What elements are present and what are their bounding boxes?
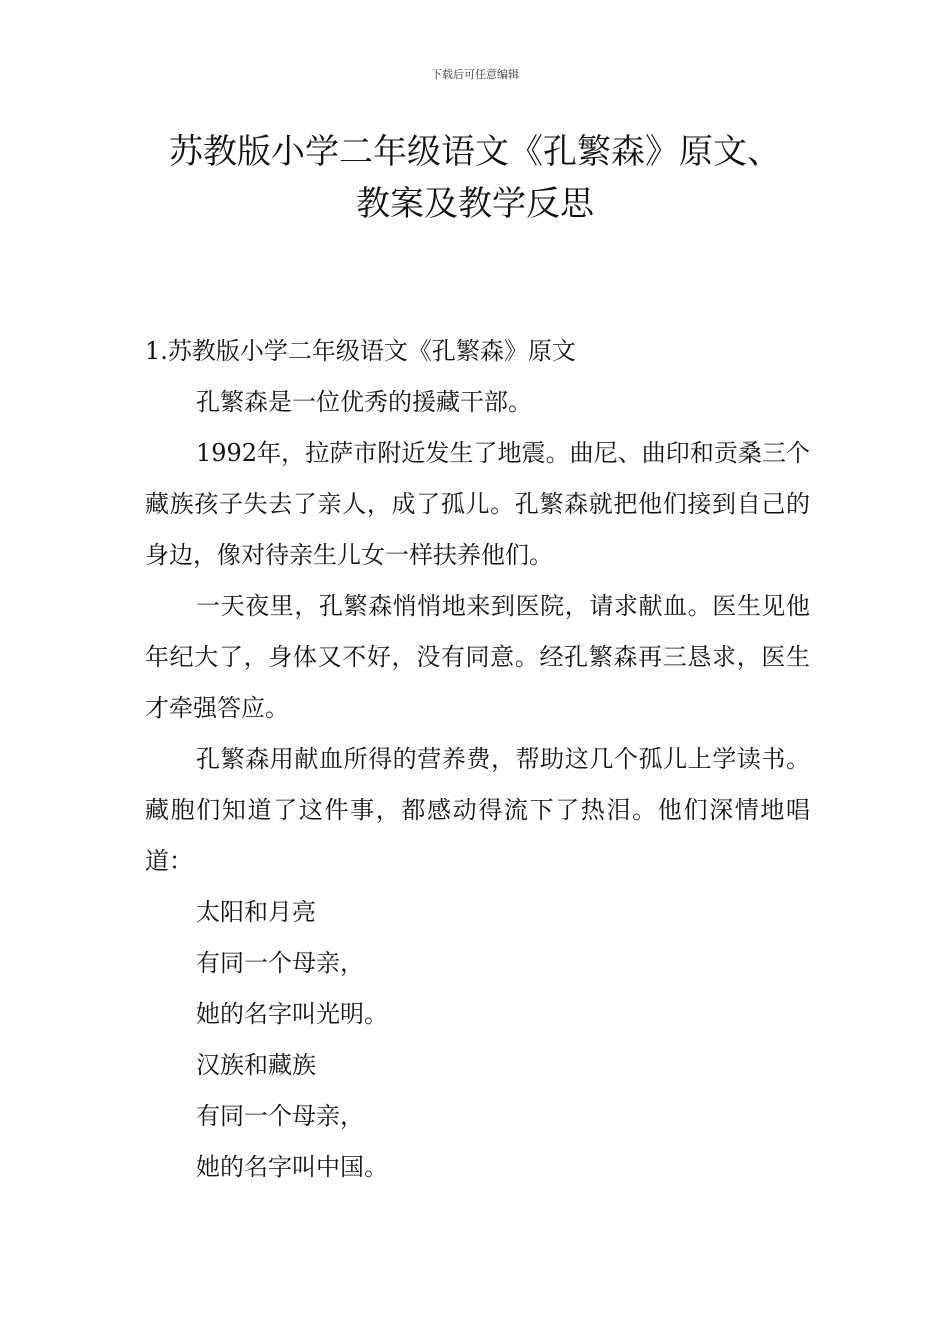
document-body bbox=[145, 326, 810, 1193]
paragraph: 孔繁森是一位优秀的援藏干部。 bbox=[196, 388, 532, 416]
poem-line: 太阳和月亮 bbox=[196, 898, 316, 926]
poem-line: 她的名字叫中国。 bbox=[196, 1153, 388, 1181]
poem-line: 有同一个母亲， bbox=[196, 949, 364, 977]
section-heading: 1.苏教版小学二年级语文《孔繁森》原文 bbox=[145, 337, 576, 365]
paragraph: 一天夜里，孔繁森悄悄地来到医院，请求献血。医生见他年纪大了，身体又不好，没有同意。经孔繁森再三恳求，医生才牵强答应。 bbox=[145, 592, 810, 722]
poem-line: 有同一个母亲， bbox=[196, 1102, 364, 1130]
header-note: 下载后可任意编辑 bbox=[431, 68, 519, 81]
paragraph: 1992年，拉萨市附近发生了地震。曲尼、曲印和贡桑三个藏族孩子失去了亲人，成了孤儿。孔繁森就把他们接到自己的身边，像对待亲生儿女一样扶养他们。 bbox=[145, 439, 810, 569]
paragraph: 孔繁森用献血所得的营养费，帮助这几个孤儿上学读书。藏胞们知道了这件事，都感动得流下了热泪。他们深情地唱道： bbox=[145, 745, 810, 875]
poem-line: 她的名字叫光明。 bbox=[196, 1000, 388, 1028]
title-line-1: 苏教版小学二年级语文《孔繁森》原文、 bbox=[169, 132, 781, 172]
poem-line: 汉族和藏族 bbox=[196, 1051, 316, 1079]
page-title bbox=[60, 126, 890, 230]
title-line-2: 教案及教学反思 bbox=[356, 184, 594, 224]
